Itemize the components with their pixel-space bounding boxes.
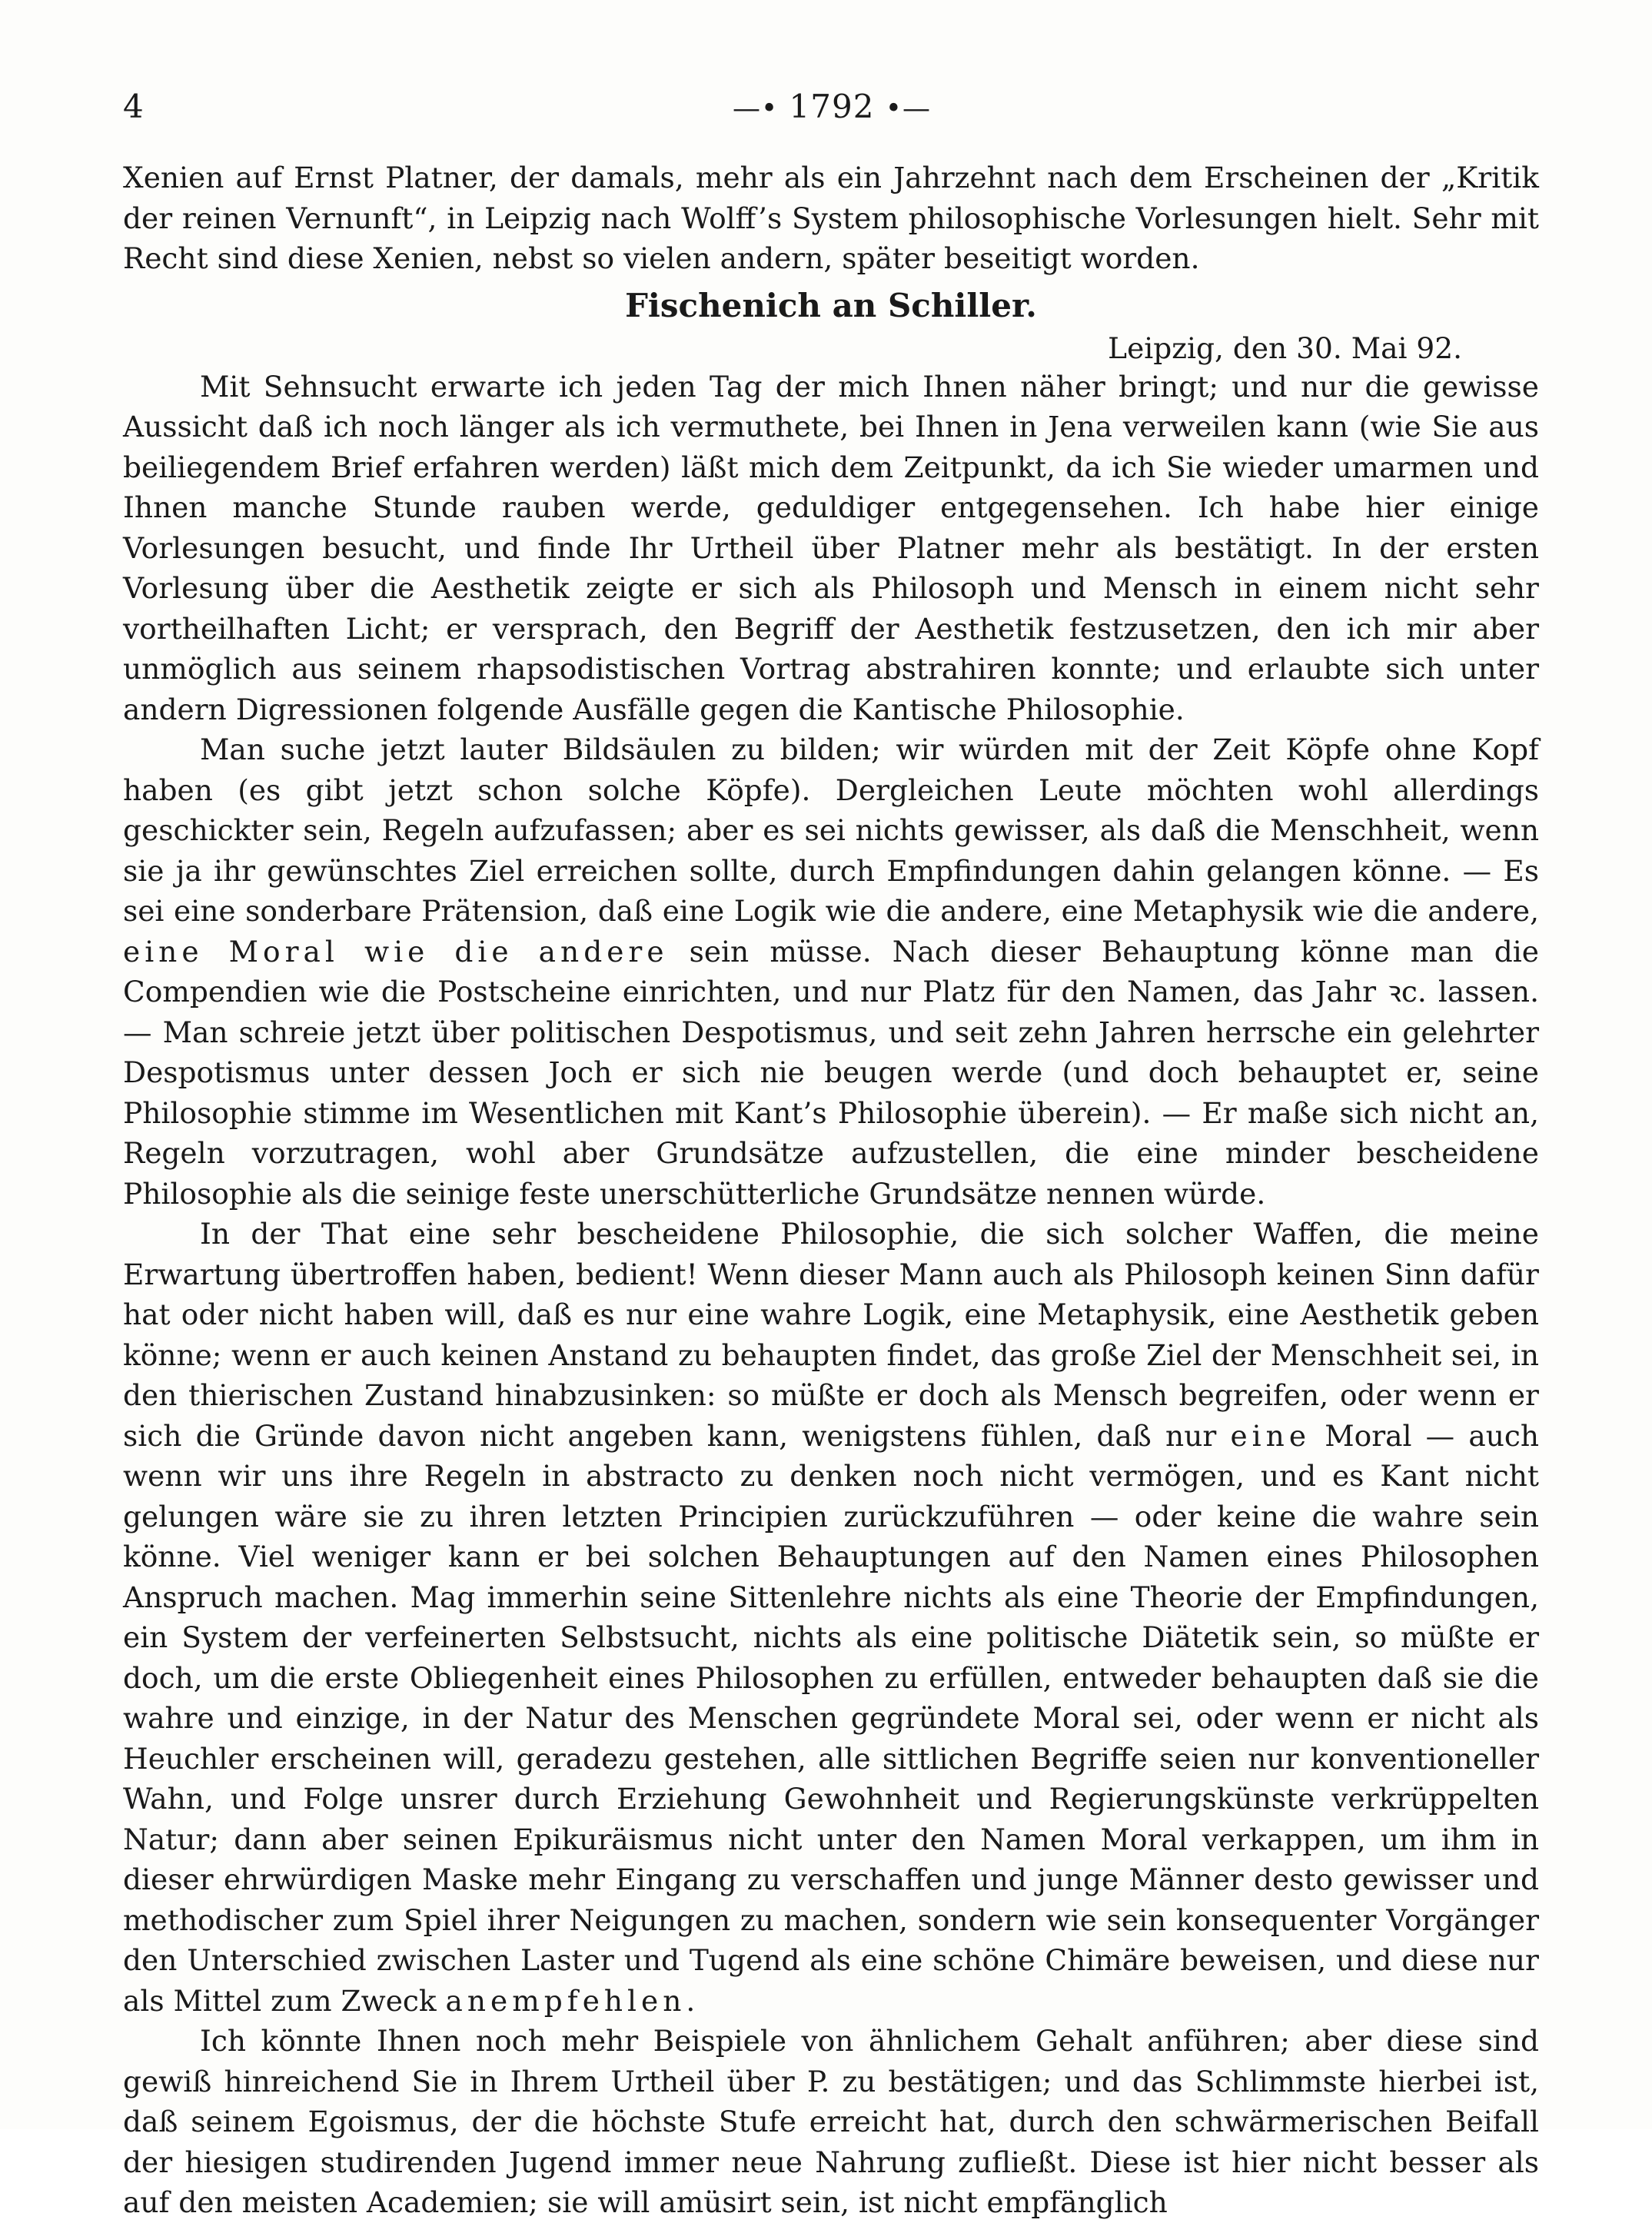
text-run: In der That eine sehr bescheidene Philosophie, die sich solcher Waffen, die meine Erwartung übertroffen haben, bedient! Wenn dieser Mann auch als Philosoph keinen Sinn dafür hat oder nicht haben will, daß es nur eine wahre Logik, eine Metaphysik, eine Aesthetik geben könne; wenn er auch keinen Anstand zu behaupten findet, das große Ziel der Menschheit sei, in den thierischen Zustand hinabzusinken: so müßte er doch als Mensch begreifen, oder wenn er sich die Gründe davon nicht angeben kann, wenigstens fühlen, daß nur [123, 1217, 1539, 1453]
emphasized-text: eine Moral wie die andere [123, 934, 669, 969]
emphasized-text: eine [1230, 1418, 1311, 1453]
text-run: Man suche jetzt lauter Bildsäulen zu bilden; wir würden mit der Zeit Köpfe ohne Kopf haben (es gibt jetzt schon solche Köpfe). Dergleichen Leute möchten wohl allerdings geschickter sein, Regeln aufzufassen; aber es sei nichts gewisser, als daß die Menschheit, wenn sie ja ihr gewünschtes Ziel erreichen sollte, durch Empfindungen dahin gelangen könne. — Es sei eine sonderbare Prätension, daß eine Logik wie die andere, eine Metaphysik wie die andere, [123, 733, 1539, 928]
ornament-left-icon: —• [732, 92, 779, 125]
ornament-right-icon: •— [885, 92, 932, 125]
header-year-line [123, 88, 1541, 125]
intro-paragraph: Xenien auf Ernst Platner, der damals, mehr als ein Jahrzehnt nach dem Erscheinen der „Kritik der reinen Vernunft“, in Leipzig nach Wolff’s System philosophische Vorlesungen hielt. Sehr mit Recht sind diese Xenien, nebst so vielen andern, später beseitigt worden. [123, 161, 1539, 275]
header-year: 1792 [789, 87, 875, 125]
emphasized-text: anempfehlen. [445, 1983, 700, 2018]
letter-paragraph [123, 1214, 1539, 2021]
text-run: Moral — auch wenn wir uns ihre Regeln in abstracto zu denken noch nicht vermögen, und es Kant nicht gelungen wäre sie zu ihren letzten Principien zurückzuführen — oder keine die wahre sein könne. Viel weniger kann er bei solchen Behauptungen auf den Namen eines Philosophen Anspruch machen. Mag immerhin seine Sittenlehre nichts als eine Theorie der Empfindungen, ein System der verfeinerten Selbstsucht, nichts als eine politische Diätetik sein, so müßte er doch, um die erste Obliegenheit eines Philosophen zu erfüllen, entweder behaupten daß sie die wahre und einzige, in der Natur des Menschen gegründete Moral sei, oder wenn er nicht als Heuchler erscheinen will, geradezu gestehen, alle sittlichen Begriffe seien nur konventioneller Wahn, und Folge unsrer durch Erziehung Gewohnheit und Regierungskünste verkrüppelten Natur; dann aber seinen Epikuräismus nicht unter den Namen Moral verkappen, um ihm in dieser ehrwürdigen Maske mehr Eingang zu verschaffen und junge Männer desto gewisser und methodischer zum Spiel ihrer Neigungen zu machen, sondern wie sein konsequenter Vorgänger den Unterschied zwischen Laster und Tugend als eine schöne Chimäre beweisen, und diese nur als Mittel zum Zweck [123, 1418, 1540, 2018]
letter-dateline: Leipzig, den 30. Mai 92. [1108, 331, 1462, 365]
page-body [123, 158, 1539, 2223]
letter-paragraph [123, 729, 1539, 1214]
letter-title: Fischenich an Schiller. [625, 286, 1037, 324]
text-run: sein müsse. Nach dieser Behauptung könne man die Compendien wie die Postscheine einrichten, und nur Platz für den Namen, das Jahr ꝛc. lassen. — Man schreie jetzt über politischen Despotismus, und seit zehn Jahren herrsche ein gelehrter Despotismus unter dessen Joch er sich nie beugen werde (und doch behauptet er, seine Philosophie stimme im Wesentlichen mit Kant’s Philosophie überein). — Er maße sich nicht an, Regeln vorzutragen, wohl aber Grundsätze aufzustellen, die eine minder bescheidene Philosophie als die seinige feste unerschütterliche Grundsätze nennen würde. [123, 934, 1539, 1211]
letter-paragraph: Ich könnte Ihnen noch mehr Beispiele von ähnlichem Gehalt anführen; aber diese sind gewiß hinreichend Sie in Ihrem Urtheil über P. zu bestätigen; und das Schlimmste hierbei ist, daß seinem Egoismus, der die höchste Stufe erreicht hat, durch den schwärmerischen Beifall der hiesigen studirenden Jugend immer neue Nahrung zufließt. Diese ist hier nicht besser als auf den meisten Academien; sie will amüsirt sein, ist nicht empfänglich [123, 2024, 1539, 2219]
running-header [123, 83, 1541, 129]
page-number: 4 [123, 87, 144, 125]
letter-paragraph: Mit Sehnsucht erwarte ich jeden Tag der mich Ihnen näher bringt; und nur die gewisse Aussicht daß ich noch länger als ich vermuthete, bei Ihnen in Jena verweilen kann (wie Sie aus beiliegendem Brief erfahren werden) läßt mich dem Zeitpunkt, da ich Sie wieder umarmen und Ihnen manche Stunde rauben werde, geduldiger entgegensehen. Ich habe hier einige Vorlesungen besucht, und finde Ihr Urtheil über Platner mehr als bestätigt. In der ersten Vorlesung über die Aesthetik zeigte er sich als Philosoph und Mensch in einem nicht sehr vortheilhaften Licht; er versprach, den Begriff der Aesthetik festzusetzen, den ich mir aber unmöglich aus seinem rhapsodistischen Vortrag abstrahiren konnte; und erlaubte sich unter andern Digressionen folgende Ausfälle gegen die Kantische Philosophie. [123, 369, 1539, 726]
